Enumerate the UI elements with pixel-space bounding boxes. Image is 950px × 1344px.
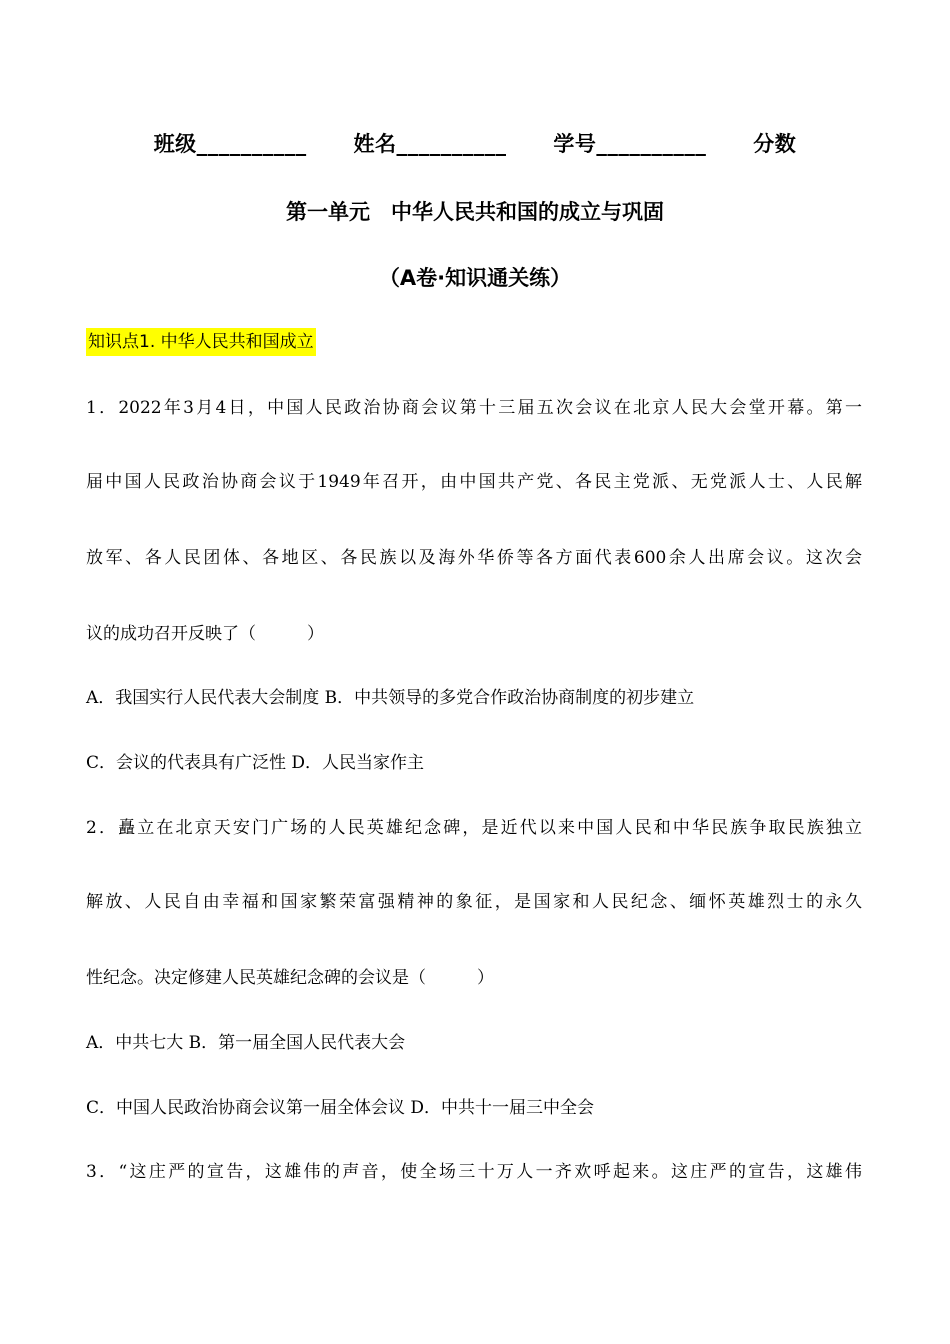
unit-title: 第一单元 中华人民共和国的成立与巩固 [286,200,664,224]
question-2-line-2: 解放、人民自由幸福和国家繁荣富强精神的象征，是国家和人民纪念、缅怀英雄烈士的永久 [86,892,862,912]
question-2-option-cd: C．中国人民政治协商会议第一届全体会议 D．中共十一届三中全会 [86,1098,595,1118]
question-1-line-2: 届中国人民政治协商会议于1949年召开，由中国共产党、各民主党派、无党派人士、人民解 [86,472,862,492]
question-1-option-ab: A．我国实行人民代表大会制度 B．中共领导的多党合作政治协商制度的初步建立 [86,688,695,708]
question-1-line-3: 放军、各人民团体、各地区、各民族以及海外华侨等各方面代表600余人出席会议。这次会 [86,548,862,568]
student-info-header: 班级__________ 姓名__________ 学号__________ 分数 [153,132,797,156]
knowledge-point-heading: 知识点1. 中华人民共和国成立 [86,328,316,356]
paper-subtitle: （A卷·知识通关练） [378,266,572,290]
question-2-line-3: 性纪念。决定修建人民英雄纪念碑的会议是（ ） [86,968,494,988]
question-1-line-4: 议的成功召开反映了（ ） [86,624,324,644]
question-2-option-ab: A．中共七大 B．第一届全国人民代表大会 [86,1033,406,1053]
question-1-option-cd: C．会议的代表具有广泛性 D．人民当家作主 [86,753,425,773]
question-1-line-1: 1．2022年3月4日，中国人民政治协商会议第十三届五次会议在北京人民大会堂开幕。第一 [86,398,862,418]
question-2-line-1: 2．矗立在北京天安门广场的人民英雄纪念碑，是近代以来中国人民和中华民族争取民族独立 [86,818,862,838]
question-3-line-1: 3．“这庄严的宣告，这雄伟的声音，使全场三十万人一齐欢呼起来。这庄严的宣告，这雄伟 [86,1162,862,1182]
